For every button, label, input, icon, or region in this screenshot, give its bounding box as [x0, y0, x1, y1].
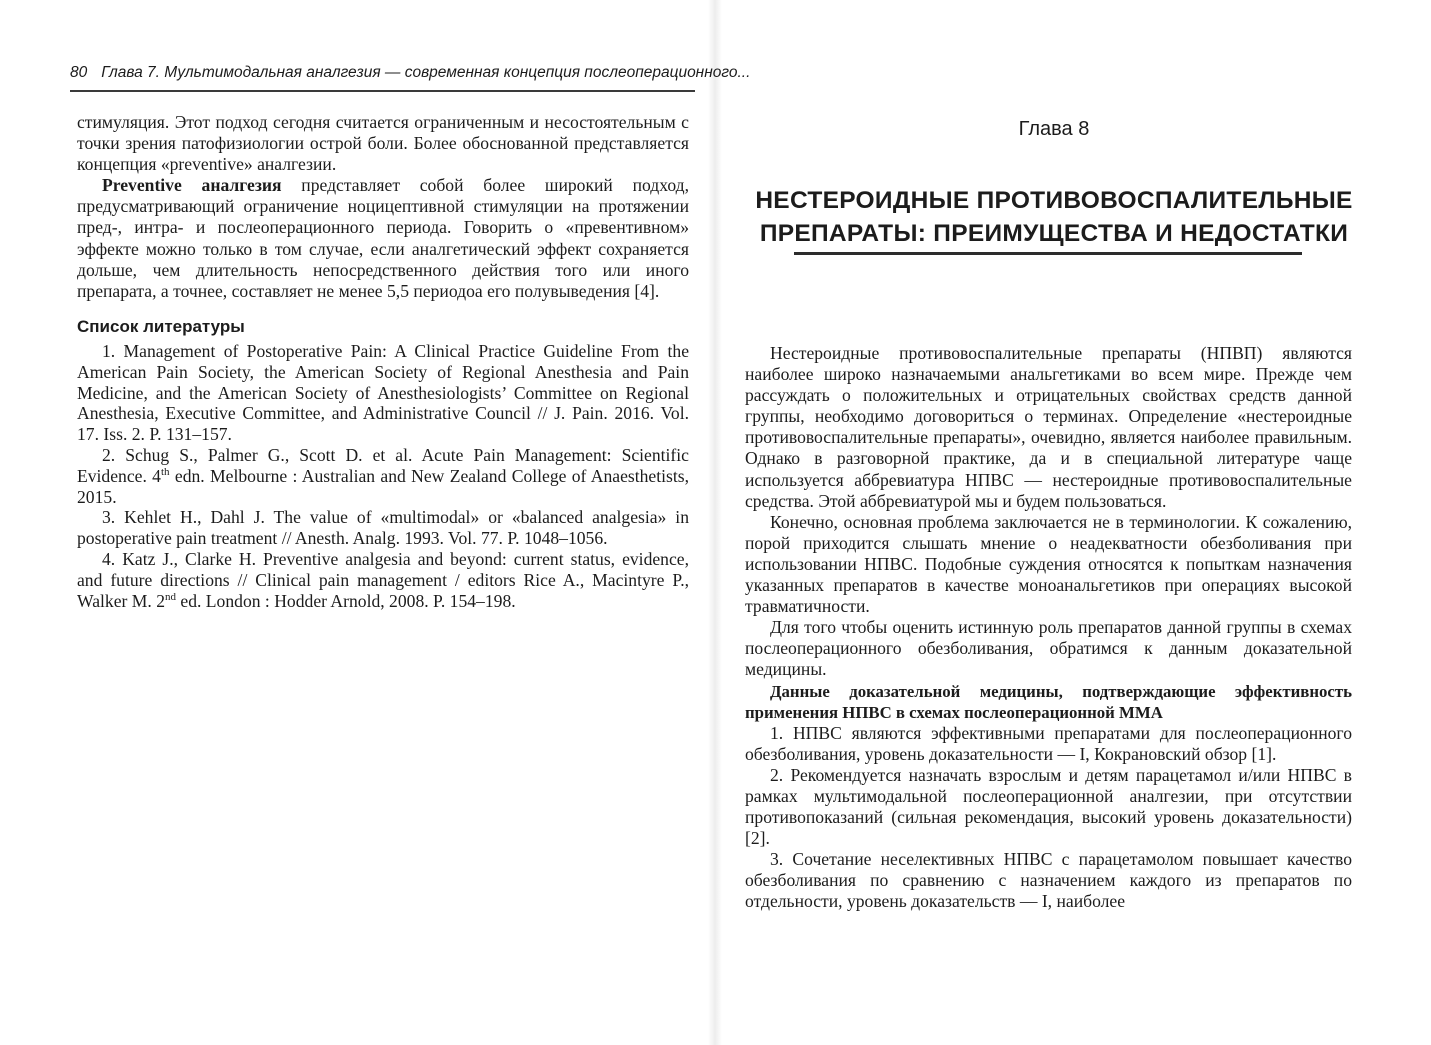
paragraph: Конечно, основная проблема заключается не в терминологии. К сожалению, порой приходится слышать мнение о неадекватности обезболивания при использовании НПВС. Подобные суждения относятся к попыткам назначения указанных препаратов в качестве моноанальгетиков при операциях высокой травматичности.	[745, 511, 1352, 617]
page-number: 80	[70, 64, 88, 81]
right-body	[745, 343, 1352, 913]
paragraph: стимуляция. Этот подход сегодня считается ограниченным и несостоятельным с точки зрения патофизиологии острой боли. Более обоснованной представляется концепция «preventive» аналгезии.	[77, 112, 689, 175]
chapter-title	[722, 184, 1386, 250]
reference-item	[77, 445, 689, 507]
chapter-label: Глава 8	[1018, 118, 1090, 140]
superscript: nd	[165, 590, 176, 603]
section-heading: Данные доказательной медицины, подтверждающие эффективность применения НПВС в схемах послеоперационной ММА	[745, 681, 1352, 722]
reference-item: 3. Kehlet H., Dahl J. The value of «multimodal» or «balanced analgesia» in postoperative pain treatment // Anesth. Analg. 1993. Vol. 77. P. 1048–1056.	[77, 507, 689, 549]
reference-text: ed. London : Hodder Arnold, 2008. P. 154–198.	[176, 590, 516, 611]
chapter-title-line: НЕСТЕРОИДНЫЕ ПРОТИВОВОСПАЛИТЕЛЬНЫЕ	[755, 187, 1353, 214]
reference-item	[77, 549, 689, 611]
book-gutter	[708, 0, 722, 1045]
reference-text: 4. Katz J., Clarke H. Preventive analgesia and beyond: current status, evidence, and future directions // Clinical pain management / editors Rice A., Macintyre P., Walker M. 2	[77, 548, 689, 611]
paragraph: Для того чтобы оценить истинную роль препаратов данной группы в схемах послеоперационного обезболивания, обратимся к данным доказательной медицины.	[745, 617, 1352, 680]
reference-text: edn. Melbourne : Australian and New Zealand College of Anaesthetists, 2015.	[77, 465, 689, 507]
references-heading: Список литературы	[77, 316, 245, 336]
paragraph	[77, 175, 689, 302]
superscript: th	[160, 465, 170, 478]
paragraph-text: представляет собой более широкий подход, предусматривающий ограничение ноцицептивной стимуляции на протяжении пред-, интра- и послеоперационного периода. Говорить о «превентивном» эффекте можно только в том случае, если аналгетический эффект сохраняется дольше, чем длительность непосредственного действия того или иного препарата, а точнее, составляет не менее 5,5 периодоа его полувыведения [4].	[77, 175, 689, 301]
running-head-title: Глава 7. Мультимодальная аналгезия — современная концепция послеоперационного...	[101, 64, 751, 81]
paragraph: Нестероидные противовоспалительные препараты (НПВП) являются наиболее широко назначаемыми анальгетиками во всем мире. Прежде чем рассуждать о положительных и отрицательных свойствах средств данной группы, необходимо договориться о терминах. Определение «нестероидные противовоспалительные препараты», очевидно, является наиболее правильным. Однако в разговорной практике, да и в специальной литературе чаще используется аббревиатура НПВС — нестероидные противовоспалительные средства. Этой аббревиатурой мы и будем пользоваться.	[745, 343, 1352, 511]
running-head	[70, 64, 751, 92]
reference-text: 2. Schug S., Palmer G., Scott D. et al. Acute Pain Management: Scientific Evidence. 4	[77, 444, 689, 486]
chapter-title-line: ПРЕПАРАТЫ: ПРЕИМУЩЕСТВА И НЕДОСТАТКИ	[759, 220, 1349, 247]
left-body	[77, 112, 689, 611]
bold-term: Preventive аналгезия	[102, 175, 282, 196]
list-item: 1. НПВС являются эффективными препаратами для послеоперационного обезболивания, уровень доказательности — I, Кокрановский обзор [1].	[745, 722, 1352, 764]
title-rule	[794, 252, 1302, 255]
reference-item: 1. Management of Postoperative Pain: A Clinical Practice Guideline From the American Pain Society, the American Society of Regional Anesthesia and Pain Medicine, and the American Society of Anesthesiologists’ Committee on Regional Anesthesia, Executive Committee, and Administrative Council // J. Pain. 2016. Vol. 17. Iss. 2. P. 131–157.	[77, 340, 689, 445]
list-item: 3. Сочетание неселективных НПВС с парацетамолом повышает качество обезболивания по сравнению с назначением каждого из препаратов по отдельности, уровень доказательств — I, наиболее	[745, 849, 1352, 912]
list-item: 2. Рекомендуется назначать взрослым и детям парацетамол и/или НПВС в рамках мультимодальной послеоперационной аналгезии, при отсутствии противопоказаний (сильная рекомендация, высокий уровень доказательности) [2].	[745, 764, 1352, 849]
